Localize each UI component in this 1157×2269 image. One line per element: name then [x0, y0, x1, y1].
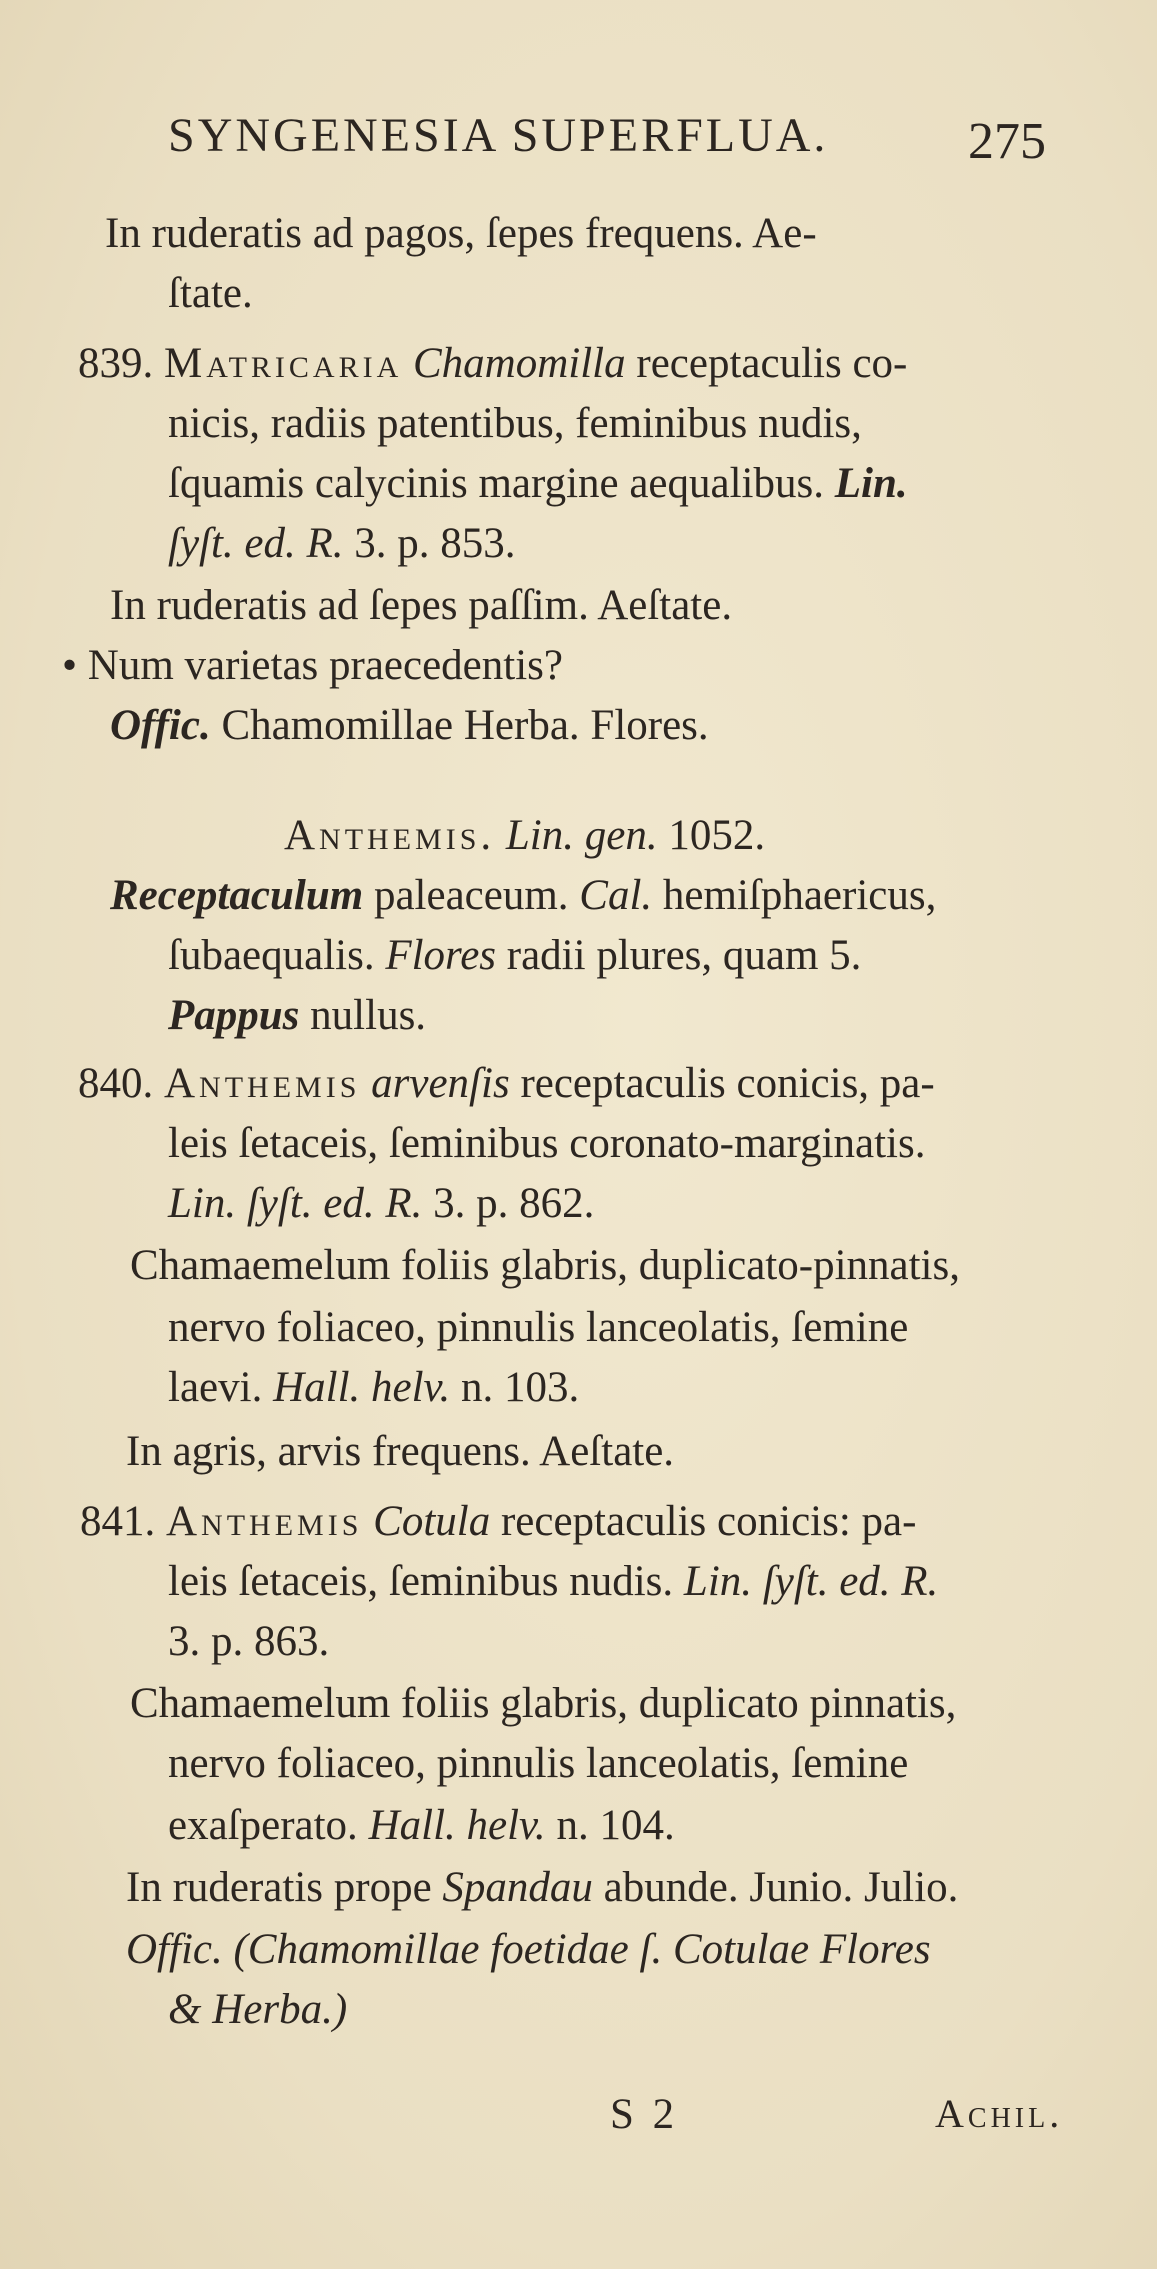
description-text: receptaculis conicis, pa-: [520, 1060, 935, 1107]
text-line-5: ſquamis calycinis margine aequalibus. Lin.: [168, 460, 908, 507]
species-name: arvenſis: [371, 1060, 510, 1107]
text-line-28: Offic. (Chamomillae foetidae ſ. Cotulae Flores: [126, 1926, 931, 1973]
text-line-2: ſtate.: [168, 270, 253, 317]
text-line-27: In ruderatis prope Spandau abunde. Junio. Julio.: [126, 1864, 959, 1911]
entry-number: 839.: [78, 340, 154, 387]
entry-841: [80, 1500, 916, 1543]
text-line-13: Pappus nullus.: [168, 992, 427, 1039]
text-line-24: Chamaemelum foliis glabris, duplicato pinnatis,: [130, 1680, 957, 1727]
reference-abbrev: Lin.: [834, 460, 908, 507]
catchword: Achil.: [935, 2091, 1064, 2136]
entry-number: 841.: [80, 1498, 156, 1545]
entry-839: [78, 342, 907, 385]
text-line-15: leis ſetaceis, ſeminibus coronato-marginatis.: [168, 1120, 926, 1167]
text-line-11: Receptaculum paleaceum. Cal. hemiſphaericus,: [110, 872, 937, 919]
text-line-4: nicis, radiis patentibus, feminibus nudis,: [168, 400, 862, 447]
text-line-25: nervo foliaceo, pinnulis lanceolatis, ſemine: [168, 1740, 909, 1787]
description-text: receptaculis conicis: pa-: [500, 1498, 917, 1545]
text-line-9: Offic. Chamomillae Herba. Flores.: [110, 702, 709, 749]
entry-840: [78, 1062, 935, 1105]
running-head: SYNGENESIA SUPERFLUA.: [168, 109, 829, 162]
text-line-16: Lin. ſyſt. ed. R. 3. p. 862.: [168, 1180, 595, 1227]
species-name: Chamomilla: [413, 340, 626, 387]
text-line-1: In ruderatis ad pagos, ſepes frequens. Ae-: [105, 210, 817, 257]
genus-name: Anthemis: [164, 1060, 361, 1107]
text-line-22: leis ſetaceis, ſeminibus nudis. Lin. ſyſt. ed. R.: [168, 1558, 939, 1605]
officinal-label: Offic.: [110, 702, 211, 749]
text-line-7: In ruderatis ad ſepes paſſim. Aeſtate.: [110, 582, 733, 629]
text-line-17: Chamaemelum foliis glabris, duplicato-pinnatis,: [130, 1242, 960, 1289]
text-line-23: 3. p. 863.: [168, 1618, 330, 1665]
entry-number: 840.: [78, 1060, 154, 1107]
text-line-8: • Num varietas praecedentis?: [62, 642, 563, 689]
page-number: 275: [968, 113, 1046, 170]
genus-name: Matricaria: [164, 340, 403, 387]
genus-heading: Anthemis. Lin. gen. 1052.: [284, 812, 766, 859]
text-line-26: exaſperato. Hall. helv. n. 104.: [168, 1802, 675, 1849]
description-text: receptaculis co-: [636, 340, 908, 387]
text-line-12: ſubaequalis. Flores radii plures, quam 5.: [168, 932, 862, 979]
text-line-18: nervo foliaceo, pinnulis lanceolatis, ſemine: [168, 1304, 909, 1351]
species-name: Cotula: [373, 1498, 491, 1545]
text-line-6: ſyſt. ed. R. 3. p. 853.: [168, 520, 516, 567]
text-line-29: & Herba.): [168, 1986, 348, 2033]
genus-name: Anthemis: [166, 1498, 363, 1545]
text-line-19: laevi. Hall. helv. n. 103.: [168, 1364, 580, 1411]
signature-mark: S 2: [610, 2091, 679, 2138]
text-line-20: In agris, arvis frequens. Aeſtate.: [126, 1428, 675, 1475]
